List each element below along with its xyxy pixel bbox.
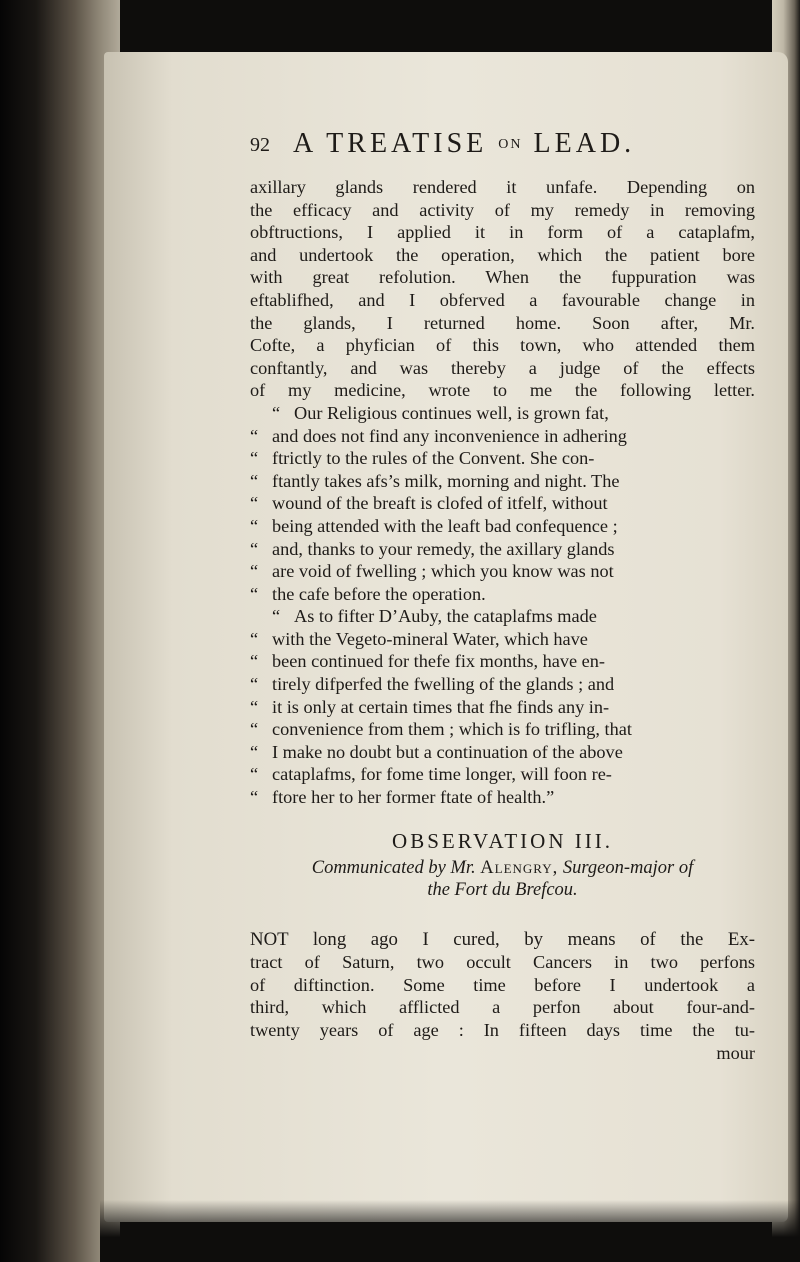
text-line: third, which afflicted a perfon about four-and- — [250, 997, 755, 1018]
quoted-line — [250, 402, 755, 425]
text-line: obftructions, I applied it in form of a cataplafm, — [250, 222, 755, 243]
quoted-text: Our Religious continues well, is grown fat, — [294, 402, 609, 423]
quoted-text: been continued for thefe fix months, have en- — [272, 651, 606, 672]
quoted-text: tirely difperfed the fwelling of the glands ; and — [272, 674, 615, 695]
quoted-line — [250, 425, 755, 448]
spacer — [250, 901, 755, 929]
quoted-line — [250, 718, 755, 741]
title-on: ON — [498, 137, 523, 152]
quote-mark: “ — [250, 674, 259, 695]
quoted-text: it is only at certain times that fhe finds any in- — [272, 696, 610, 717]
quote-mark: “ — [250, 651, 259, 672]
text-line: the glands, I returned home. Soon after, Mr. — [250, 312, 755, 333]
text-line: tract of Saturn, two occult Cancers in two perfons — [250, 952, 755, 973]
quoted-line — [250, 763, 755, 786]
page-text — [250, 128, 755, 1064]
quote-mark: “ — [250, 583, 259, 604]
text-line: Cofte, a phyfician of this town, who attended them — [250, 335, 755, 356]
text-line: NOT long ago I cured, by means of the Ex- — [250, 928, 755, 950]
communicator-name: Alengry, — [480, 857, 559, 878]
quote-mark: “ — [250, 628, 259, 649]
text-line: axillary glands rendered it unfafe. Depending on — [250, 177, 755, 197]
catchword: mour — [716, 1042, 755, 1063]
quote-mark: “ — [250, 448, 259, 469]
running-title — [293, 128, 635, 160]
quote-mark: “ — [250, 561, 259, 582]
page-number: 92 — [250, 134, 270, 156]
quote-mark: “ — [272, 402, 281, 423]
quote-mark: “ — [250, 696, 259, 717]
quoted-line — [250, 538, 755, 561]
text-line: and undertook the operation, which the patient bore — [250, 244, 755, 265]
observation-paragraph — [250, 929, 755, 1042]
quote-mark: “ — [250, 425, 259, 446]
quoted-text: I make no doubt but a continuation of the above — [272, 741, 623, 762]
quoted-text: As to fifter D’Auby, the cataplafms made — [294, 606, 597, 627]
quoted-line — [250, 786, 755, 809]
title-part1: A TREATISE — [293, 128, 488, 159]
text-line: of diftinction. Some time before I undertook a — [250, 974, 755, 995]
quote-mark: “ — [250, 493, 259, 514]
quoted-line — [250, 515, 755, 538]
quoted-line — [250, 560, 755, 583]
quoted-line — [250, 696, 755, 719]
quoted-line — [250, 650, 755, 673]
quoted-line — [250, 628, 755, 651]
quoted-text: cataplafms, for fome time longer, will foon re- — [272, 764, 612, 785]
quoted-text: and does not find any inconvenience in adhering — [272, 425, 627, 446]
quoted-line — [250, 447, 755, 470]
quote-mark: “ — [250, 470, 259, 491]
text-line: eftablifhed, and I obferved a favourable change in — [250, 289, 755, 310]
running-head — [250, 128, 755, 168]
quoted-line — [250, 492, 755, 515]
text-line: conftantly, and was thereby a judge of the effects — [250, 357, 755, 378]
quoted-text: wound of the breaft is clofed of itfelf, without — [272, 493, 608, 514]
quote-mark: “ — [250, 719, 259, 740]
bottom-shadow — [100, 1200, 800, 1262]
quoted-line — [250, 741, 755, 764]
quoted-text: convenience from them ; which is fo trifling, that — [272, 719, 632, 740]
quoted-text: are void of fwelling ; which you know was not — [272, 561, 614, 582]
title-part2: LEAD. — [533, 128, 636, 159]
quoted-line — [250, 605, 755, 628]
text-line: the efficacy and activity of my remedy in removing — [250, 199, 755, 220]
quoted-text: ftore her to her former ftate of health.” — [272, 787, 555, 808]
quoted-text: ftrictly to the rules of the Convent. She con- — [272, 448, 595, 469]
quoted-text: with the Vegeto-mineral Water, which have — [272, 628, 588, 649]
quoted-line — [250, 470, 755, 493]
letter-paragraph-1 — [250, 402, 755, 605]
quoted-text: being attended with the leaft bad confequence ; — [272, 515, 618, 536]
book-binding-edge — [0, 0, 120, 1262]
quoted-text: ftantly takes afs’s milk, morning and night. The — [272, 470, 620, 491]
quoted-line — [250, 673, 755, 696]
communicated-suffix: Surgeon-major of — [562, 857, 694, 878]
text-line: of my medicine, wrote to me the following letter. — [250, 380, 755, 401]
quoted-text: and, thanks to your remedy, the axillary glands — [272, 538, 615, 559]
letter-paragraph-2 — [250, 605, 755, 808]
quote-mark: “ — [250, 538, 259, 559]
text-line: with great refolution. When the fuppuration was — [250, 267, 755, 288]
communicated-location: the Fort du Brefcou. — [427, 879, 578, 900]
paragraph-1 — [250, 176, 755, 402]
quote-mark: “ — [250, 741, 259, 762]
text-line: twenty years of age : In fifteen days time the tu- — [250, 1020, 755, 1040]
quote-mark: “ — [250, 787, 259, 808]
observation-heading: OBSERVATION III. — [392, 828, 613, 853]
quoted-text: the cafe before the operation. — [272, 583, 486, 604]
quote-mark: “ — [250, 515, 259, 536]
communicated-prefix: Communicated by Mr. — [311, 857, 476, 878]
quote-mark: “ — [272, 606, 281, 627]
communicated-by-line — [250, 857, 755, 879]
quote-mark: “ — [250, 764, 259, 785]
quoted-line — [250, 583, 755, 606]
